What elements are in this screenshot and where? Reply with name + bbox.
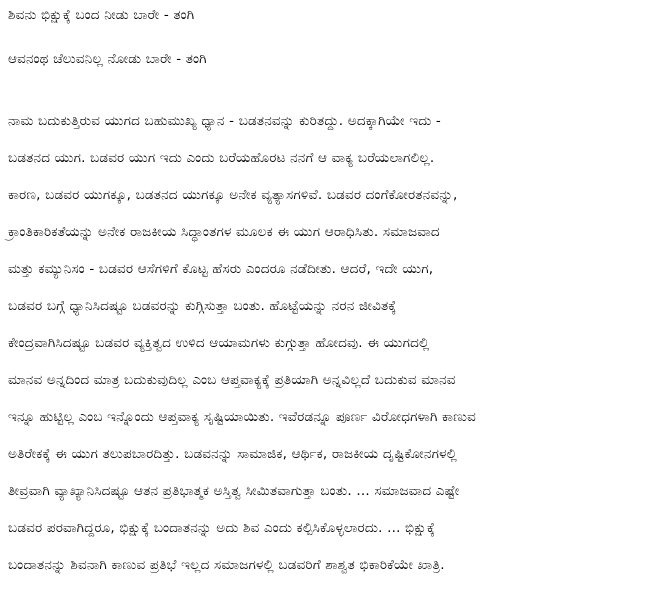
paragraph-line-12: ಬಡವರ ಪರವಾಗಿದ್ದರೂ, ಭಿಕ್ಷುಕ್ಕೆ ಬಂದಾತನನ್ನು ಅದು ಶಿವ ಎಂದು ಕಲ್ಪಿಸಿಕೊಳ್ಳಲಾರದು. ... ಭಿಕ್ಷುಕ್ಕೆ: [8, 520, 436, 536]
paragraph-line-11: ತೀವ್ರವಾಗಿ ವ್ಯಾಖ್ಯಾನಿಸಿದಷ್ಟೂ ಆತನ ಪ್ರತಿಭಾತ್ಮಕ ಅಸ್ತಿತ್ವ ಸೀಮಿತವಾಗುತ್ತಾ ಬಂತು. ... ಸಮಾಜವಾದ ಎಷ್ಟೇ: [8, 483, 460, 499]
paragraph-line-10: ಅತಿರೇಕಕ್ಕೆ ಈ ಯುಗ ತಲುಪಬಾರದಿತ್ತು. ಬಡವನನ್ನು ಸಾಮಾಜಿಕ, ಆರ್ಥಿಕ, ರಾಜಕೀಯ ದೃಷ್ಟಿಕೋನಗಳಲ್ಲಿ: [8, 446, 458, 462]
paragraph-line-4: ಕ್ರಾಂತಿಕಾರಿಕತೆಯನ್ನು ಅನೇಕ ರಾಜಕೀಯ ಸಿದ್ಧಾಂತಗಳ ಮೂಲಕ ಈ ಯುಗ ಆರಾಧಿಸಿತು. ಸಮಾಜವಾದ: [8, 224, 440, 240]
paragraph-line-1: ನಾಮ ಬದುಕುತ್ತಿರುವ ಯುಗದ ಬಹುಮುಖ್ಯ ಧ್ಯಾನ - ಬಡತನವನ್ನು ಕುರಿತದ್ದು. ಅದಕ್ಕಾಗಿಯೇ ಇದು -: [8, 113, 442, 129]
paragraph-line-8: ಮಾನವ ಅನ್ನದಿಂದ ಮಾತ್ರ ಬದುಕುವುದಿಲ್ಲ ಎಂಬ ಆಪ್ತವಾಕ್ಯಕ್ಕೆ ಪ್ರತಿಯಾಗಿ ಅನ್ನವಿಲ್ಲದೆ ಬದುಕುವ ಮಾನವ: [8, 372, 456, 388]
paragraph-line-13: ಬಂದಾತನನ್ನು ಶಿವನಾಗಿ ಕಾಣುವ ಪ್ರತಿಭೆ ಇಲ್ಲದ ಸಮಾಜಗಳಲ್ಲಿ ಬಡವರಿಗೆ ಶಾಶ್ವತ ಭಿಕಾರಿಕೆಯೇ ಖಾತ್ರಿ.: [8, 557, 445, 573]
paragraph-line-3: ಕಾರಣ, ಬಡವರ ಯುಗಕ್ಕೂ, ಬಡತನದ ಯುಗಕ್ಕೂ ಅನೇಕ ವ್ಯತ್ಯಾಸಗಳಿವೆ. ಬಡವರ ದಂಗೆಕೋರತನವನ್ನು,: [8, 187, 458, 203]
paragraph-line-7: ಕೇಂದ್ರವಾಗಿಸಿದಷ್ಟೂ ಬಡವರ ವ್ಯಕ್ತಿತ್ವದ ಉಳಿದ ಆಯಾಮಗಳು ಕುಗ್ಗುತ್ತಾ ಹೋದವು. ಈ ಯುಗದಲ್ಲಿ: [8, 335, 430, 351]
paragraph-line-2: ಬಡತನದ ಯುಗ. ಬಡವರ ಯುಗ ಇದು ಎಂದು ಬರೆಯಹೊರಟ ನನಗೆ ಆ ವಾಕ್ಯ ಬರೆಯಲಾಗಲಿಲ್ಲ.: [8, 150, 435, 166]
paragraph-line-9: ಇನ್ನೂ ಹುಟ್ಟಿಲ್ಲ ಎಂಬ ಇನ್ನೊಂದು ಆಪ್ತವಾಕ್ಯ ಸೃಷ್ಟಿಯಾಯಿತು. ಇವೆರಡನ್ನೂ ಪೂರ್ಣ ವಿರೋಧಗಳಾಗಿ ಕಾಣುವ: [8, 409, 477, 425]
poem-line-2: ಆವನಂಥ ಚೆಲುವನಿಲ್ಲ ನೋಡು ಬಾರೇ - ತಂಗಿ: [8, 51, 207, 67]
poem-line-1: ಶಿವನು ಭಿಕ್ಷುಕ್ಕೆ ಬಂದ ನೀಡು ಬಾರೇ - ತಂಗಿ: [8, 7, 195, 23]
paragraph-line-6: ಬಡವರ ಬಗ್ಗೆ ಧ್ಯಾನಿಸಿದಷ್ಟೂ ಬಡವರನ್ನು ಕುಗ್ಗಿಸುತ್ತಾ ಬಂತು. ಹೊಟ್ಟೆಯನ್ನು ನರನ ಜೀವಿತಕ್ಕೆ: [8, 298, 397, 314]
paragraph-line-5: ಮತ್ತು ಕಮ್ಯುನಿಸಂ - ಬಡವರ ಆಸೆಗಳಿಗೆ ಕೊಟ್ಟ ಹೆಸರು ಎಂದರೂ ನಡೆದೀತು. ಆದರೆ, ಇದೇ ಯುಗ,: [8, 261, 434, 277]
